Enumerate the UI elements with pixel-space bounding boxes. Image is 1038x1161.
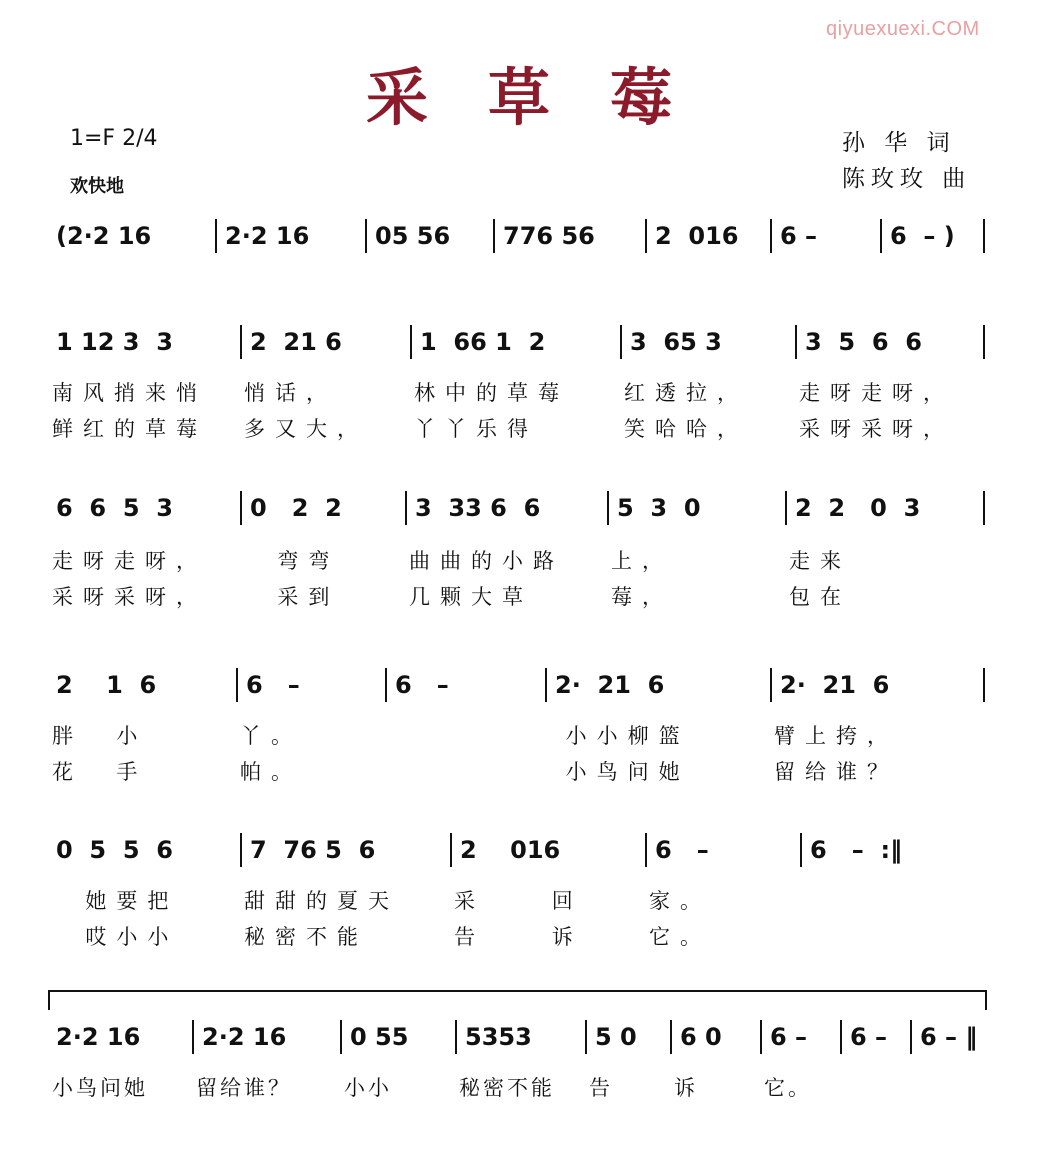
measure: 6 – [236, 668, 385, 702]
lyric-segment: 小鸟问她 [52, 1076, 148, 1100]
lyric-segment: 花 手 [52, 760, 148, 784]
measure: 6 – :‖ [800, 833, 985, 867]
lyric-segment: 秘密不能 [459, 1076, 555, 1100]
composer-credit: 陈玫玫 曲 [842, 166, 972, 192]
measure: 3 33 6 6 [405, 491, 607, 525]
measure: 2·2 16 [192, 1020, 340, 1054]
lyric-verse-1 [48, 543, 985, 579]
measure: 2· 21 6 [545, 668, 770, 702]
measure: 3 65 3 [620, 325, 795, 359]
measure: 6 – [760, 1020, 840, 1054]
measure: 2· 21 6 [770, 668, 985, 702]
measure: 6 – ) [880, 219, 985, 253]
measure: (2·2 16 [56, 222, 152, 250]
lyric-segment: 小鸟问她 [549, 760, 690, 784]
lyric-segment: 帕。 [240, 760, 302, 784]
lyric-segment: 采到 [244, 585, 340, 609]
measure: 6 – [645, 833, 800, 867]
lyric-segment: 几颗大草 [409, 585, 533, 609]
lyric-segment [385, 718, 545, 754]
lyric-verse-2 [48, 919, 985, 955]
lyric-segment: 红透拉， [624, 381, 748, 405]
tempo-marking: 欢快地 [70, 176, 124, 197]
lyric-verse-2 [48, 754, 985, 790]
lyric-segment: 多又大， [244, 417, 368, 441]
measure: 2 016 [450, 833, 645, 867]
lyric-segment: 采呀采呀， [799, 417, 954, 441]
lyric-segment: 甜甜的夏天 [244, 889, 399, 913]
lyric-segment: 告 诉 [454, 925, 583, 949]
measure: 7 76 5 6 [240, 833, 450, 867]
measure: 2 1 6 [56, 671, 157, 699]
lyric-segment: 曲曲的小路 [409, 549, 564, 573]
lyric-segment: 留给谁？ [774, 760, 898, 784]
lyric-segment: 上， [611, 549, 673, 573]
lyric-verse-2 [48, 411, 985, 447]
lyric-verse-2 [48, 579, 985, 615]
measure: 6 – [840, 1020, 910, 1054]
lyric-segment: 包在 [789, 585, 851, 609]
song-title: 采草莓 [365, 61, 732, 134]
lyric-segment [800, 919, 985, 955]
lyric-verse-1 [48, 883, 985, 919]
staff-line-6 [48, 1020, 985, 1106]
coda-bracket [48, 990, 987, 1010]
lyric-segment: 林中的草莓 [414, 381, 569, 405]
lyric-segment [385, 754, 545, 790]
lyric-segment: 胖 小 [52, 724, 148, 748]
measure: 1 12 3 3 [56, 328, 173, 356]
measure: 2 21 6 [240, 325, 410, 359]
lyric-segment [800, 883, 985, 919]
measure: 1 66 1 2 [410, 325, 620, 359]
watermark: qiyuexuexi.COM [826, 18, 980, 40]
lyric-segment: 莓， [611, 585, 673, 609]
measure: 6 – [770, 219, 880, 253]
measure: 6 – ‖ [910, 1020, 985, 1054]
staff-line-4 [48, 668, 985, 790]
lyric-segment: 弯弯 [244, 549, 340, 573]
notation-row [48, 1020, 985, 1054]
lyric-segment: 笑哈哈， [624, 417, 748, 441]
lyric-segment: 采 回 [454, 889, 583, 913]
staff-line-1 [48, 219, 985, 253]
lyric-segment: 悄话， [244, 381, 337, 405]
lyric-segment: 告 [589, 1076, 613, 1100]
lyric-segment [910, 1070, 985, 1106]
lyric-segment: 她要把 [52, 889, 179, 913]
notation-row [48, 833, 985, 867]
lyric-segment: 丫丫乐得 [414, 417, 538, 441]
measure: 05 56 [365, 219, 493, 253]
notation-row [48, 668, 985, 702]
lyric-segment: 走呀走呀， [799, 381, 954, 405]
lyric-segment [840, 1070, 910, 1106]
staff-line-2 [48, 325, 985, 447]
lyric-segment: 采呀采呀， [52, 585, 207, 609]
lyric-verse-1 [48, 718, 985, 754]
lyric-segment: 南风捎来悄 [52, 381, 207, 405]
lyricist-credit: 孙 华 词 [842, 130, 956, 156]
measure: 2 016 [645, 219, 770, 253]
lyric-segment: 哎小小 [52, 925, 179, 949]
measure: 5 3 0 [607, 491, 785, 525]
lyric-segment: 家。 [649, 889, 711, 913]
measure: 2·2 16 [215, 219, 365, 253]
measure: 0 5 5 6 [56, 836, 173, 864]
measure: 3 5 6 6 [795, 325, 985, 359]
measure: 6 6 5 3 [56, 494, 173, 522]
lyric-segment: 走呀走呀， [52, 549, 207, 573]
staff-line-3 [48, 491, 985, 615]
lyric-segment: 秘密不能 [244, 925, 368, 949]
lyric-segment: 丫。 [240, 724, 302, 748]
lyric-segment: 它。 [764, 1076, 812, 1100]
lyric-segment: 诉 [674, 1076, 698, 1100]
measure: 2·2 16 [56, 1023, 141, 1051]
measure: 6 0 [670, 1020, 760, 1054]
measure: 5353 [455, 1020, 585, 1054]
lyric-verse-1 [48, 1070, 985, 1106]
measure: 5 0 [585, 1020, 670, 1054]
lyric-segment: 小小 [344, 1076, 392, 1100]
measure: 6 – [385, 668, 545, 702]
staff-line-5 [48, 833, 985, 955]
notation-row [48, 219, 985, 253]
lyric-verse-1 [48, 375, 985, 411]
lyric-segment: 臂上挎， [774, 724, 898, 748]
measure: 2 2 0 3 [785, 491, 985, 525]
notation-row [48, 325, 985, 359]
lyric-segment: 小小柳篮 [549, 724, 690, 748]
lyric-segment: 走来 [789, 549, 851, 573]
measure: 0 55 [340, 1020, 455, 1054]
lyric-segment: 留给谁？ [196, 1076, 292, 1100]
lyric-segment: 它。 [649, 925, 711, 949]
lyric-segment: 鲜红的草莓 [52, 417, 207, 441]
notation-row [48, 491, 985, 525]
key-signature: 1=F 2/4 [70, 126, 158, 151]
measure: 0 2 2 [240, 491, 405, 525]
measure: 776 56 [493, 219, 645, 253]
